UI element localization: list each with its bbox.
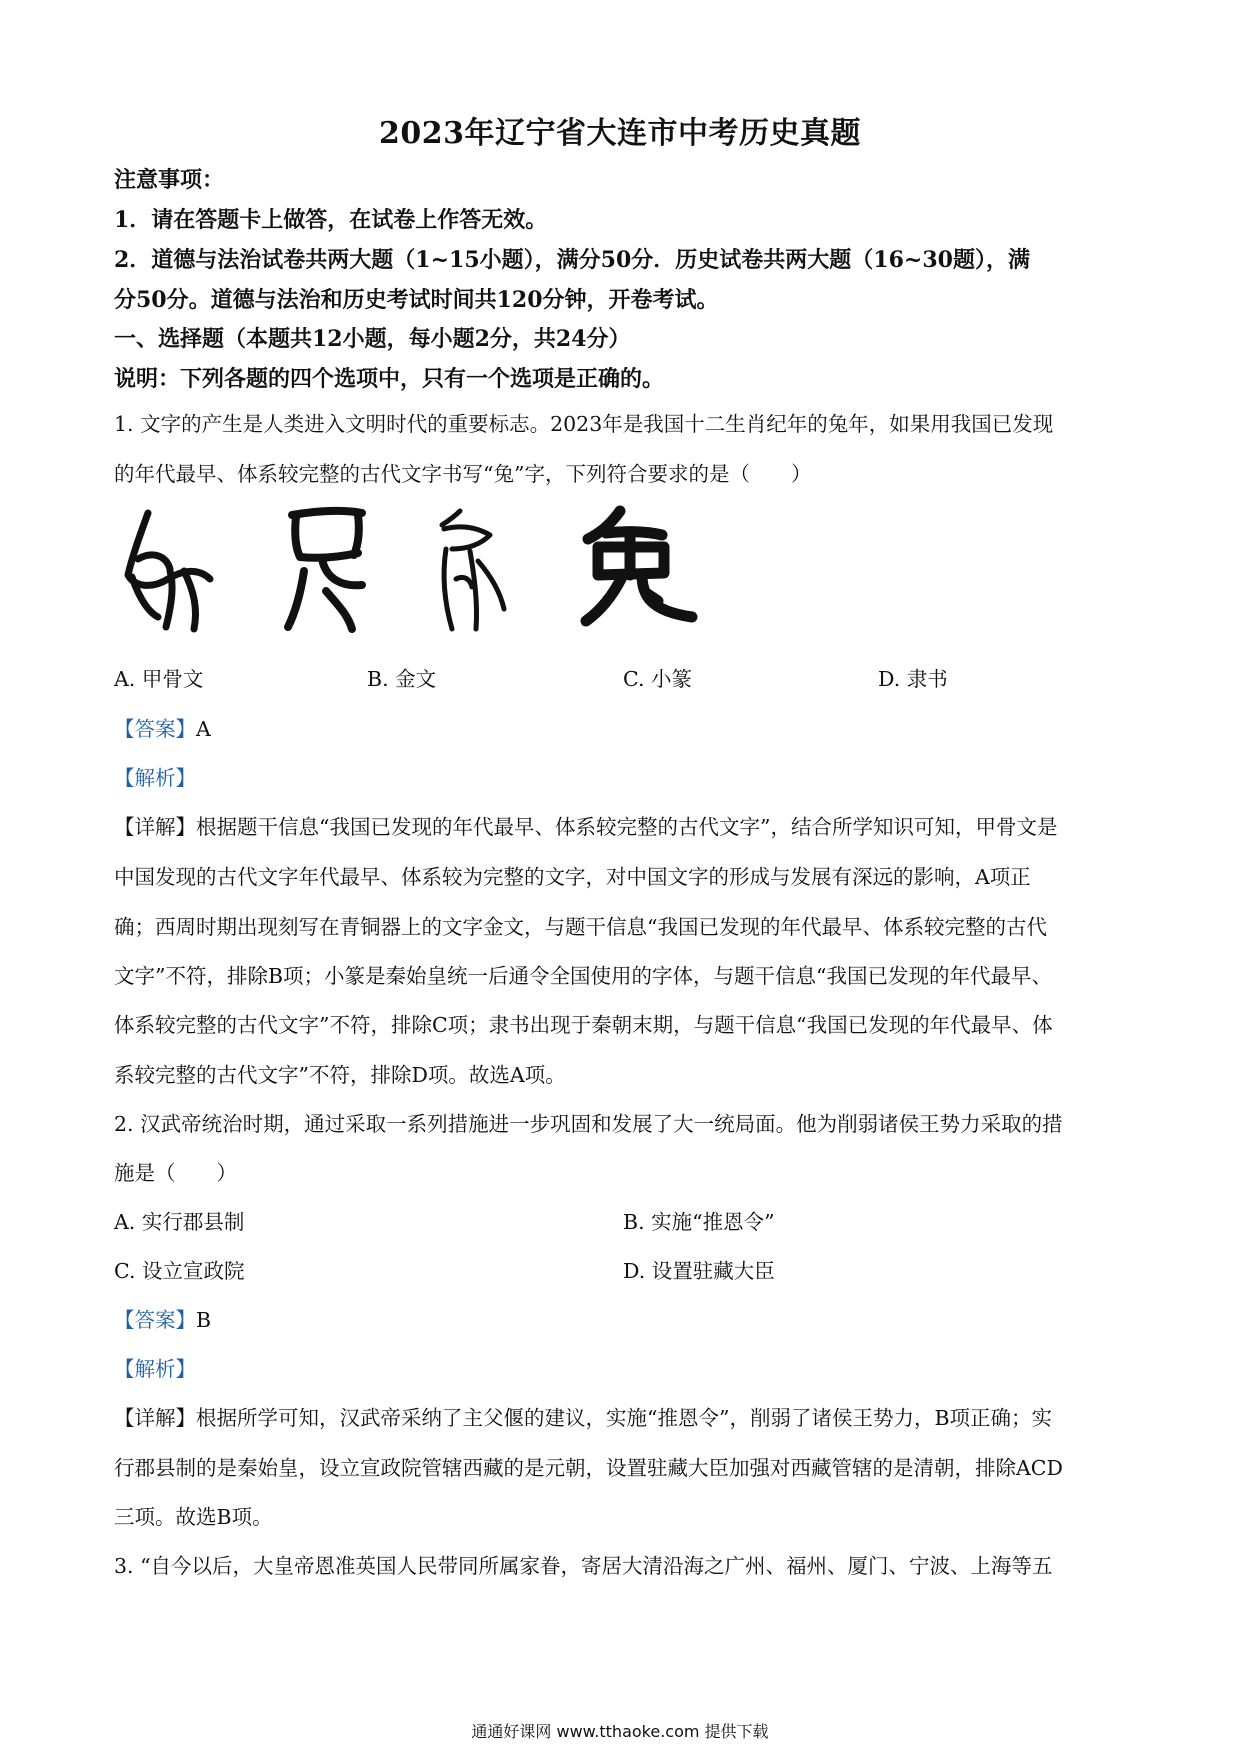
- notice-item-2-line-2: 分50分。道德与法治和历史考试时间共120分钟，开卷考试。: [114, 287, 719, 313]
- question-1-line-2: 的年代最早、体系较完整的古代文字书写“兔”字，下列符合要求的是（ ）: [114, 462, 812, 486]
- analysis-tag: 【解析】: [114, 766, 196, 790]
- question-2-detail-line-1: [114, 1401, 1052, 1431]
- answer-value: B: [196, 1308, 212, 1332]
- question-1-option-b: B. 金文: [367, 667, 437, 691]
- question-1-line-1: 1. 文字的产生是人类进入文明时代的重要标志。2023年是我国十二生肖纪年的兔年，如果用我国已发现: [114, 412, 1054, 436]
- footer-download-credit: 通通好课网 www.tthaoke.com 提供下载: [471, 1722, 769, 1741]
- question-3-line-1: 3. “自今以后，大皇帝恩准英国人民带同所属家眷，寄居大清沿海之广州、福州、厦门、宁波、上海等五: [114, 1554, 1053, 1578]
- answer-tag: 【答案】: [114, 717, 196, 741]
- question-2-analysis: [114, 1352, 196, 1382]
- question-1-answer: [114, 712, 211, 742]
- question-1-detail-line-3: 确；西周时期出现刻写在青铜器上的文字金文，与题干信息“我国已发现的年代最早、体系较完整的古代: [114, 915, 1047, 939]
- question-2-option-d: D. 设置驻藏大臣: [623, 1259, 775, 1283]
- notice-heading: 注意事项：: [114, 167, 225, 193]
- notice-item-1: 1．请在答题卡上做答，在试卷上作答无效。: [114, 207, 548, 233]
- detail-text: 根据题干信息“我国已发现的年代最早、体系较完整的古代文字”，结合所学知识可知，甲骨文是: [196, 815, 1058, 839]
- clerical-rabbit-glyph: [580, 505, 700, 635]
- question-1-detail-line-1: [114, 810, 1057, 840]
- detail-tag: 【详解】: [114, 815, 196, 839]
- answer-value: A: [196, 717, 211, 741]
- page-title: 2023年辽宁省大连市中考历史真题: [379, 116, 861, 151]
- question-2-line-2: 施是（ ）: [114, 1161, 237, 1185]
- question-1-detail-line-2: 中国发现的古代文字年代最早、体系较为完整的文字，对中国文字的形成与发展有深远的影响，A项正: [114, 865, 1031, 889]
- question-1-detail-line-4: 文字”不符，排除B项；小篆是秦始皇统一后通令全国使用的字体，与题干信息“我国已发现的年代最早、: [114, 964, 1053, 988]
- question-1-option-d: D. 隶书: [878, 667, 948, 691]
- notice-item-2-line-1: 2．道德与法治试卷共两大题（1~15小题），满分50分．历史试卷共两大题（16~30题），满: [114, 247, 1030, 273]
- question-2-answer: [114, 1303, 211, 1333]
- bronze-rabbit-glyph: [282, 505, 372, 635]
- detail-tag: 【详解】: [114, 1406, 196, 1430]
- small-seal-rabbit-glyph: [430, 505, 510, 635]
- section-heading: 一、选择题（本题共12小题，每小题2分，共24分）: [114, 326, 631, 352]
- question-1-option-c: C. 小篆: [623, 667, 692, 691]
- analysis-tag: 【解析】: [114, 1357, 196, 1381]
- question-2-option-a: A. 实行郡县制: [114, 1210, 245, 1234]
- question-1-detail-line-6: 系较完整的古代文字”不符，排除D项。故选A项。: [114, 1063, 566, 1087]
- question-2-option-c: C. 设立宣政院: [114, 1259, 245, 1283]
- question-1-analysis: [114, 761, 196, 791]
- section-note: 说明：下列各题的四个选项中，只有一个选项是正确的。: [114, 366, 665, 392]
- detail-text: 根据所学可知，汉武帝采纳了主父偃的建议，实施“推恩令”，削弱了诸侯王势力，B项正确；实: [196, 1406, 1053, 1430]
- question-2-detail-line-3: 三项。故选B项。: [114, 1505, 273, 1529]
- question-1-option-a: A. 甲骨文: [114, 667, 204, 691]
- question-2-detail-line-2: 行郡县制的是秦始皇，设立宣政院管辖西藏的是元朝，设置驻藏大臣加强对西藏管辖的是清朝，排除ACD: [114, 1456, 1063, 1480]
- question-2-option-b: B. 实施“推恩令”: [623, 1210, 775, 1234]
- oracle-bone-rabbit-glyph: [118, 505, 218, 635]
- answer-tag: 【答案】: [114, 1308, 196, 1332]
- question-1-detail-line-5: 体系较完整的古代文字”不符，排除C项；隶书出现于秦朝末期，与题干信息“我国已发现的年代最早、体: [114, 1013, 1053, 1037]
- question-2-line-1: 2. 汉武帝统治时期，通过采取一系列措施进一步巩固和发展了大一统局面。他为削弱诸侯王势力采取的措: [114, 1112, 1063, 1136]
